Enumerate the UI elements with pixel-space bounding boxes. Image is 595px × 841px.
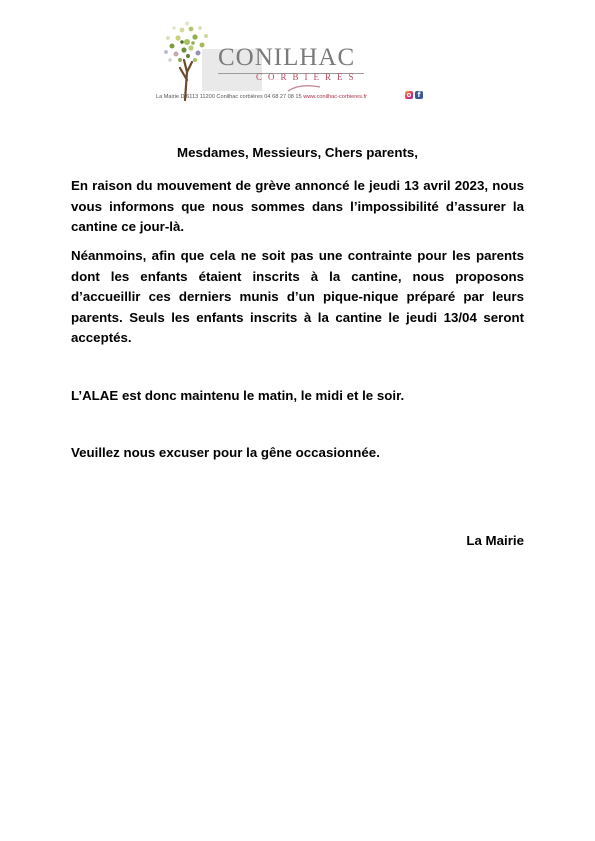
brand-name: CONILHAC <box>218 44 356 71</box>
signature: La Mairie <box>466 533 524 548</box>
paragraph-alae: L’ALAE est donc maintenu le matin, le midi et le soir. <box>71 388 405 403</box>
contact-line <box>156 94 367 100</box>
instagram-icon[interactable] <box>405 91 413 99</box>
letterhead <box>150 18 440 108</box>
swoosh-icon <box>286 83 322 93</box>
website-link[interactable]: www.conilhac-corbieres.fr <box>303 94 367 100</box>
brand-subtitle: CORBIERES <box>256 72 360 82</box>
brand-logo <box>202 43 364 91</box>
contact-address: La Mairie D 6113 11200 Conilhac corbières 04 68 27 08 15 <box>156 94 302 100</box>
greeting: Mesdames, Messieurs, Chers parents, <box>177 145 418 160</box>
paragraph-strike-notice: En raison du mouvement de grève annoncé le jeudi 13 avril 2023, nous vous informons que nous sommes dans l’impossibilité d’assurer la cantine ce jour-là. <box>71 178 524 234</box>
paragraph-apology: Veuillez nous excuser pour la gêne occasionnée. <box>71 445 380 460</box>
social-icons <box>405 91 423 99</box>
facebook-icon[interactable]: f <box>415 91 423 99</box>
paragraph-picnic-arrangement: Néanmoins, afin que cela ne soit pas une contrainte pour les parents dont les enfants étaient inscrits à la cantine, nous proposons d’accueillir ces derniers munis d’un pique-nique préparé par leurs parents. Seuls les enfants inscrits à la cantine le jeudi 13/04 seront acceptés. <box>71 248 524 345</box>
